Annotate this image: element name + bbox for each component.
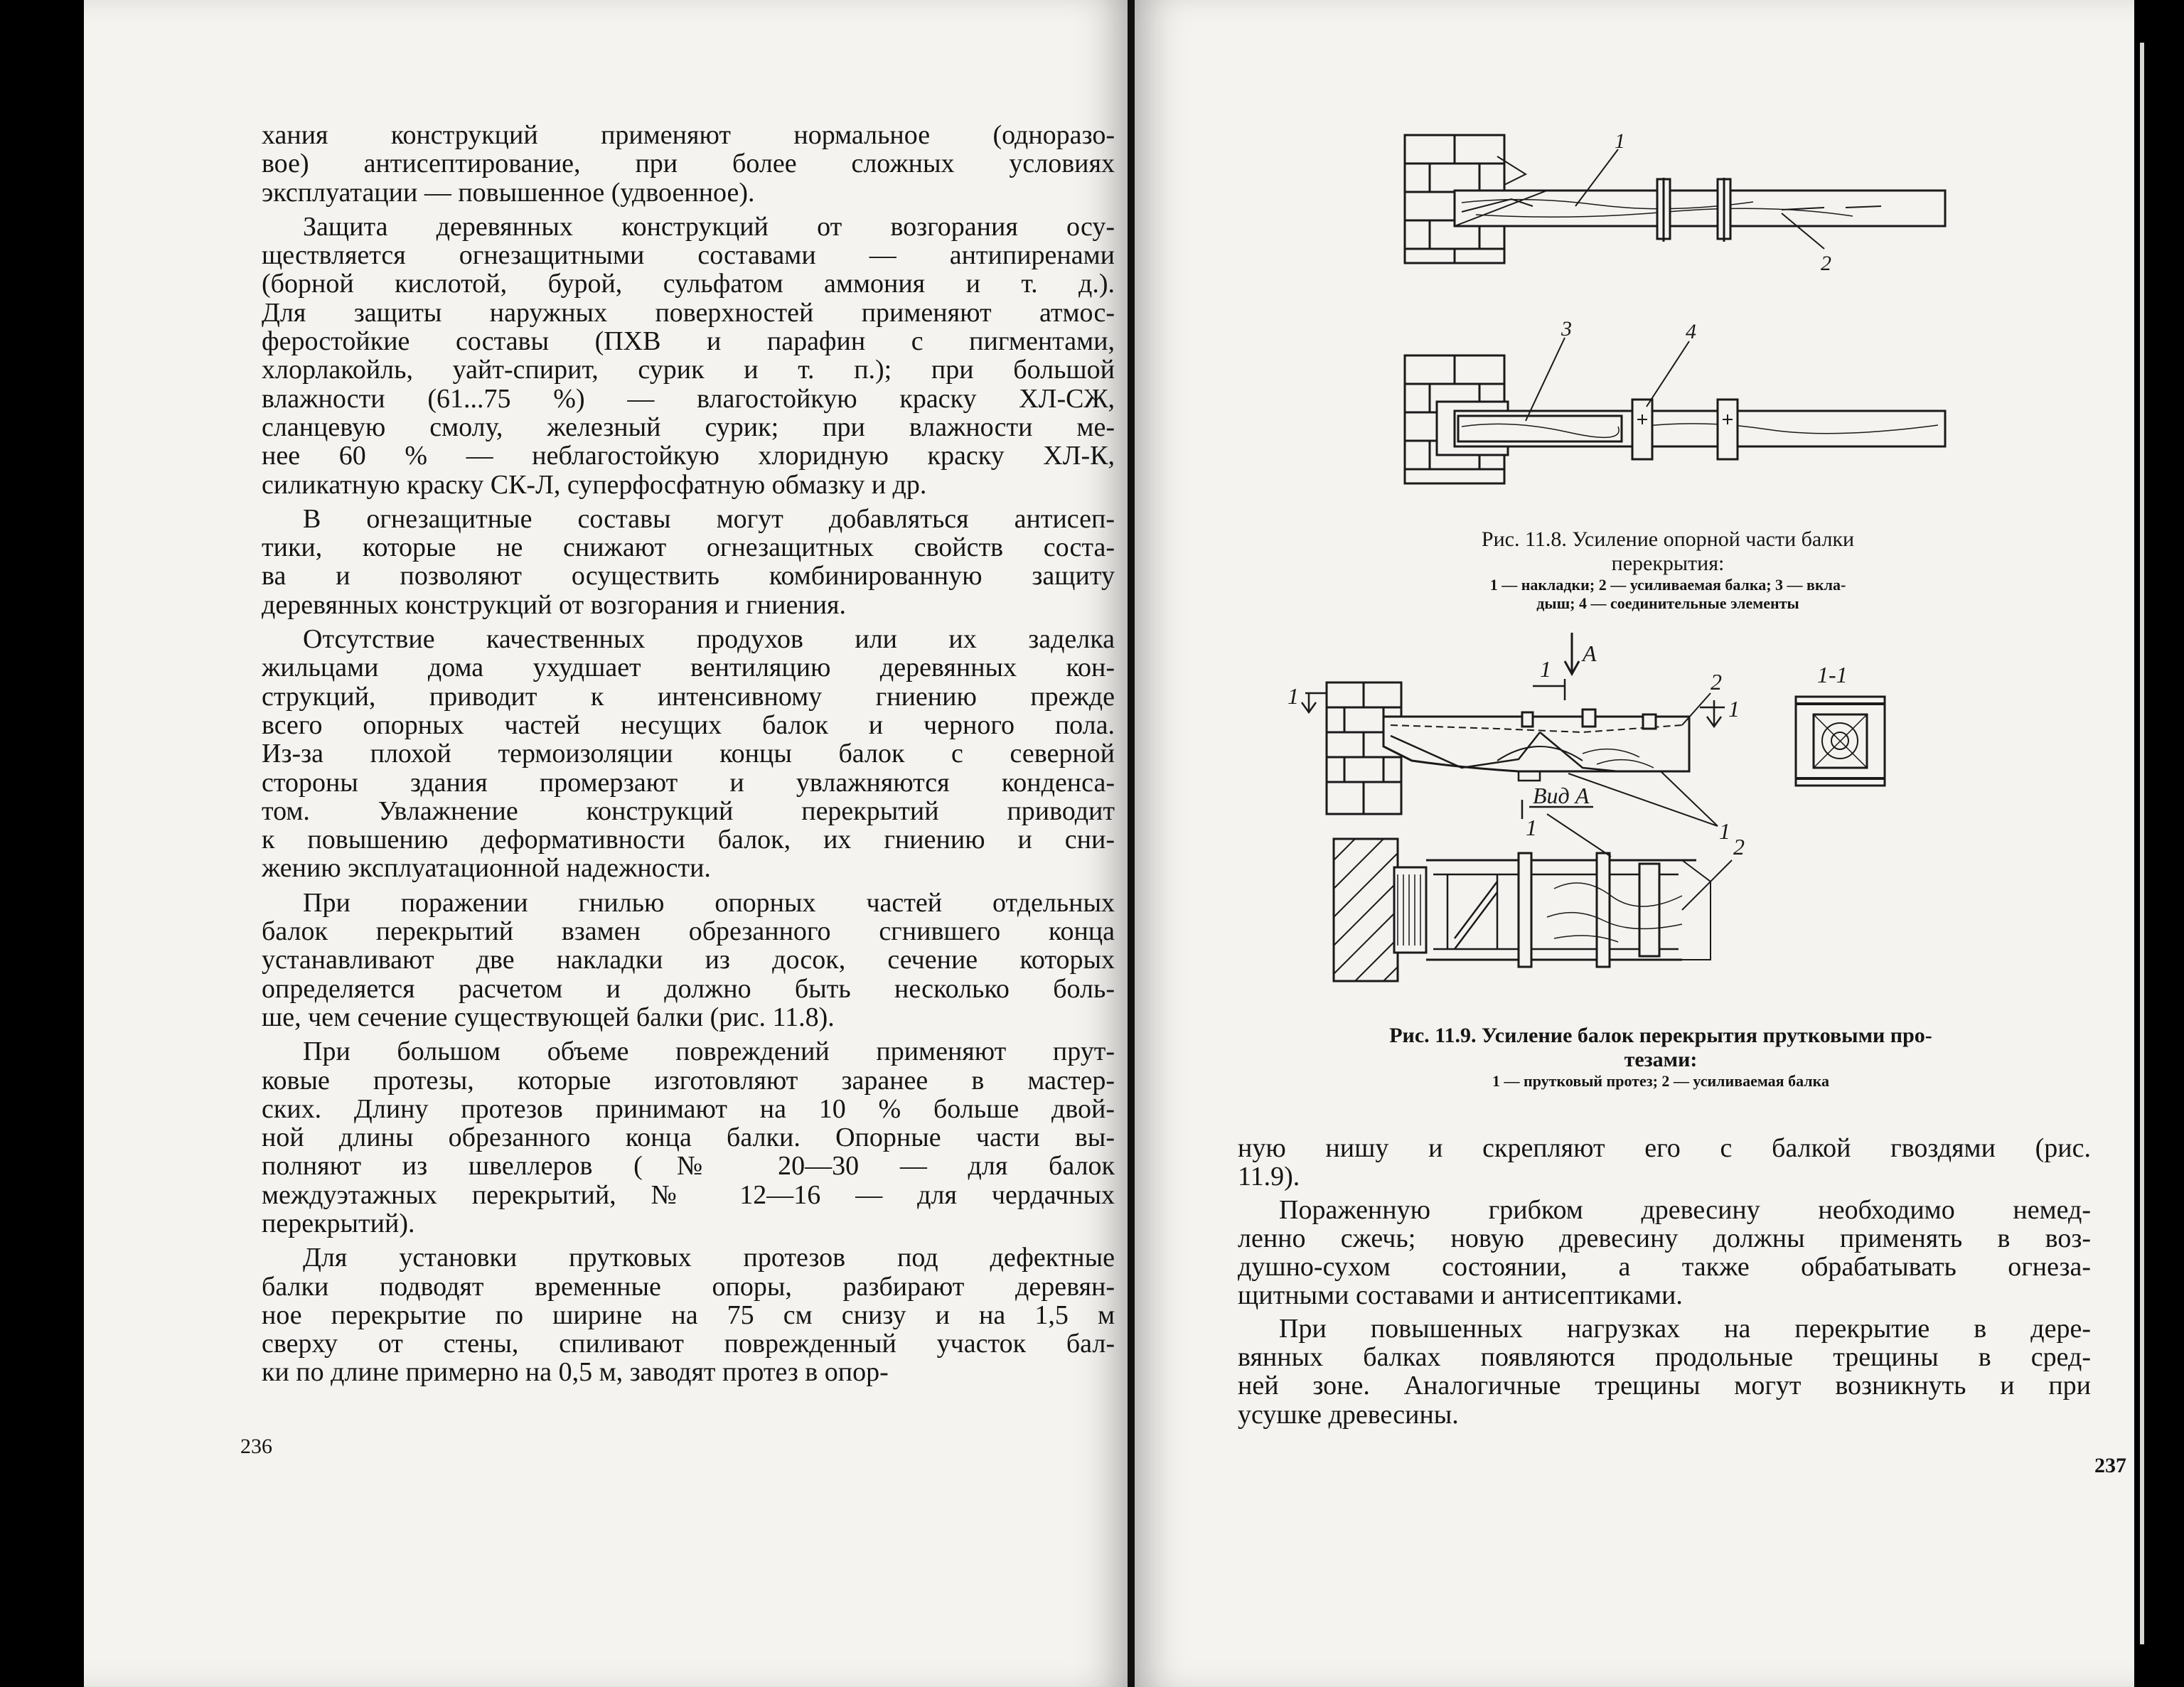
fig118-label-1: 1 (1615, 129, 1625, 153)
right-page-number: 237 (2094, 1454, 2126, 1477)
text-line: При большом объеме повреждений применяют прут- (303, 1037, 1115, 1066)
fig118-label-2: 2 (1821, 252, 1831, 275)
text-line: усушке древесины. (1238, 1400, 1459, 1429)
text-line: балок перекрытий взамен обрезанного сгнившего конца (262, 917, 1115, 946)
text-line: сверху от стены, спиливают поврежденный участок бал- (262, 1329, 1115, 1359)
text-line: хлорлакойль, уайт-спирит, сурик и т. п.); при большой (262, 355, 1115, 385)
paragraph (262, 505, 1115, 619)
right-page (1135, 0, 2134, 1687)
left-page (84, 0, 1128, 1687)
text-line: к повышению деформативности балок, их гниению и сни- (262, 825, 1115, 855)
text-line: ной длины обрезанного конца балки. Опорные части вы- (262, 1123, 1115, 1152)
text-line: устанавливают две накладки из досок, сечение которых (262, 946, 1115, 975)
text-line: полняют из швеллеров (№ 20—30 — для балок (262, 1152, 1115, 1181)
fig119-cut-right: 1 (1728, 696, 1740, 722)
text-line: ней зоне. Аналогичные трещины могут возникнуть и при (1238, 1371, 2091, 1401)
text-line: стороны здания промерзают и увлажняются конденса- (262, 768, 1115, 797)
fig119-label-1: 1 (1719, 818, 1730, 844)
caption-title-line: тезами: (1624, 1048, 1698, 1071)
left-page-number: 236 (240, 1435, 272, 1458)
text-line: Отсутствие качественных продухов или их заделка (303, 625, 1115, 654)
text-line: ное перекрытие по ширине на 75 см снизу и на 1,5 м (262, 1300, 1115, 1330)
text-line: (борной кислотой, бурой, сульфатом аммония и т. д.). (262, 269, 1115, 299)
text-line: щитными составами и антисептиками. (1238, 1281, 1683, 1310)
fig119-cut-left: 1 (1288, 683, 1299, 709)
text-line: вое) антисептирование, при более сложных условиях (262, 149, 1115, 178)
text-line: определяется расчетом и должно быть несколько боль- (262, 974, 1115, 1003)
text-line: эксплуатации — повышенное (удвоенное). (262, 178, 755, 207)
text-line: Защита деревянных конструкций от возгорания осу- (303, 212, 1115, 242)
caption-legend-line: 1 — прутковый протез; 2 — усиливаемая балка (1492, 1072, 1829, 1090)
fig119-cut-top: 1 (1540, 656, 1551, 682)
caption-title-line: перекрытия: (1611, 552, 1725, 575)
paragraph (1238, 1196, 2091, 1310)
text-line: вянных балках появляются продольные трещины в сред- (1238, 1343, 2091, 1372)
paragraph (262, 625, 1115, 883)
text-line: В огнезащитные составы могут добавляться антисеп- (303, 504, 1115, 534)
text-line: струкций, приводит к интенсивному гниению прежде (262, 682, 1115, 711)
text-line: том. Увлажнение конструкций перекрытий приводит (262, 796, 1115, 826)
text-line: Из-за плохой термоизоляции концы балок с северной (262, 739, 1115, 768)
text-line: Для защиты наружных поверхностей применяют атмос- (262, 298, 1115, 328)
fig119-label-2-plan: 2 (1733, 834, 1745, 859)
text-line: влажности (61...75 %) — влагостойкую краску ХЛ-СЖ, (262, 384, 1115, 413)
text-line: хания конструкций применяют нормальное (одноразо- (262, 121, 1115, 150)
paragraph (262, 889, 1115, 1032)
text-line: феростойкие составы (ПХВ и парафин с пигментами, (262, 327, 1115, 356)
text-line: При повышенных нагрузках на перекрытие в дере- (1279, 1314, 2091, 1344)
text-line: ленно сжечь; новую древесину должны применять в воз- (1238, 1223, 2091, 1253)
fig118-label-4: 4 (1686, 320, 1696, 343)
figure-11-8 (1383, 128, 1966, 498)
paragraph (262, 1037, 1115, 1238)
text-line: жению эксплуатационной надежности. (262, 854, 711, 883)
text-line: ва и позволяют осуществить комбинированную защиту (262, 562, 1115, 591)
paragraph (262, 213, 1115, 499)
text-line: Для установки прутковых протезов под дефектные (303, 1243, 1115, 1273)
paragraph (262, 1243, 1115, 1386)
text-line: междуэтажных перекрытий, № 12—16 — для чердачных (262, 1180, 1115, 1209)
text-line: ществляется огнезащитными составами — антипиренами (262, 241, 1115, 270)
caption-title-line: Рис. 11.9. Усиление балок перекрытия прутковыми про- (1389, 1024, 1932, 1047)
figure-11-9 (1284, 626, 1995, 995)
text-line: Пораженную грибком древесину необходимо немед- (1279, 1195, 2091, 1224)
caption-legend-line: 1 — накладки; 2 — усиливаемая балка; 3 — вкла- (1489, 576, 1846, 594)
figure-11-8-caption (1241, 527, 2094, 613)
text-line: тики, которые не снижают огнезащитных свойств соста- (262, 533, 1115, 562)
text-line: сланцевую смолу, железный сурик; при влажности ме- (262, 412, 1115, 442)
text-line: балки подводят временные опоры, разбирают деревян- (262, 1272, 1115, 1301)
text-line: всего опорных частей несущих балок и черного пола. (262, 710, 1115, 740)
text-line: ковые протезы, которые изготовляют заранее в мастер- (262, 1066, 1115, 1095)
text-line: нее 60 % — неблагостойкую хлоридную краску ХЛ-К, (262, 441, 1115, 471)
text-line: жильцами дома ухудшает вентиляцию деревянных кон- (262, 653, 1115, 682)
text-line: деревянных конструкций от возгорания и гниения. (262, 590, 847, 620)
fig119-label-2-top: 2 (1711, 669, 1722, 695)
right-page-text (1238, 1134, 2091, 1433)
text-line: 11.9). (1238, 1162, 1300, 1191)
text-line: ки по длине примерно на 0,5 м, заводят протез в опор- (262, 1358, 889, 1387)
paragraph (262, 121, 1115, 207)
left-page-text (262, 121, 1115, 1393)
figure-11-9-caption (1220, 1024, 2102, 1091)
book-edge-stripe (2140, 43, 2144, 1644)
fig119-label-1-plan: 1 (1526, 815, 1537, 840)
paragraph (1238, 1314, 2091, 1429)
fig119-view-a-label: Вид А (1533, 783, 1590, 808)
text-line: душно-сухом состоянии, а также обрабатывать огнеза- (1238, 1253, 2091, 1282)
caption-title-line: Рис. 11.8. Усиление опорной части балки (1481, 527, 1855, 551)
text-line: ную нишу и скрепляют его с балкой гвоздями (рис. (1238, 1134, 2091, 1163)
fig119-section-label: 1-1 (1817, 662, 1848, 687)
book-gutter (1128, 0, 1135, 1687)
text-line: При поражении гнилью опорных частей отдельных (303, 888, 1115, 918)
paragraph (1238, 1134, 2091, 1191)
fig119-view-letter: А (1583, 641, 1597, 666)
text-line: ских. Длину протезов принимают на 10 % больше двой- (262, 1094, 1115, 1124)
text-line: ше, чем сечение существующей балки (рис. 11.8). (262, 1002, 835, 1032)
caption-legend-line: дыш; 4 — соединительные элементы (1536, 594, 1799, 612)
text-line: перекрытий). (262, 1209, 415, 1238)
fig118-label-3: 3 (1561, 317, 1572, 341)
text-line: силикатную краску СК-Л, суперфосфатную обмазку и др. (262, 470, 927, 499)
